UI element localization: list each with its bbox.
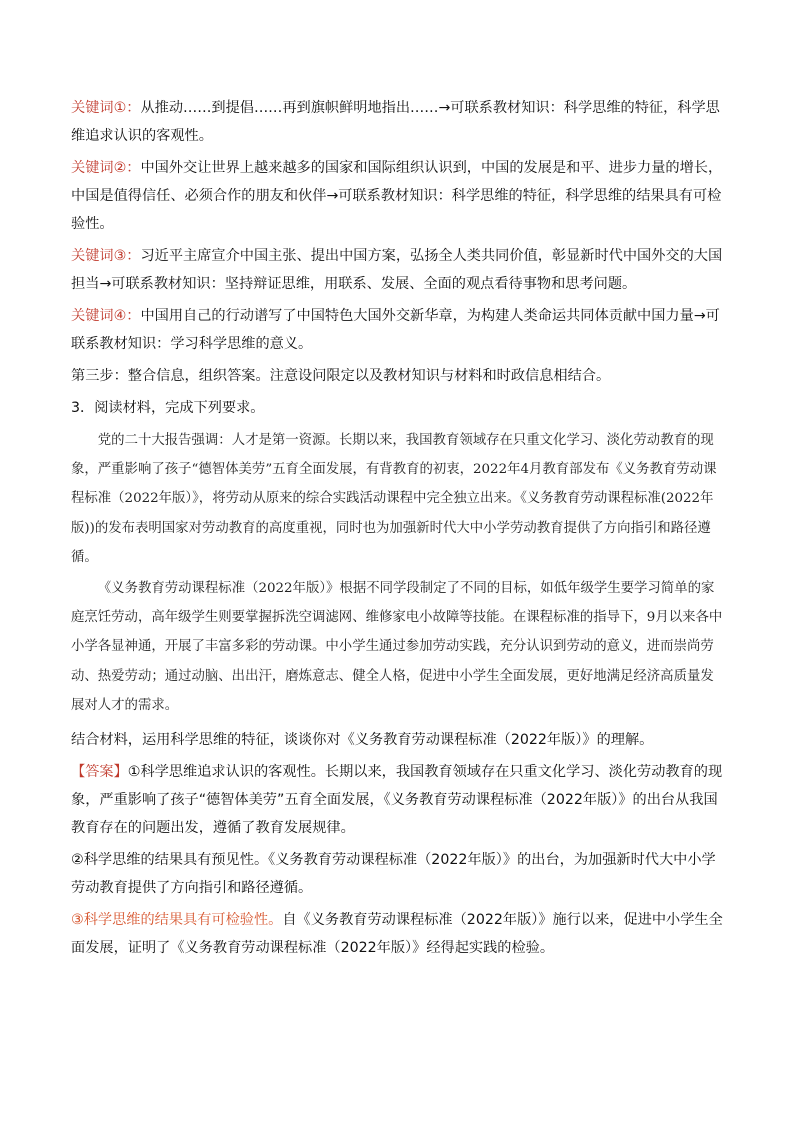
reading-material (71, 426, 723, 720)
keyword-1-label: 关键词①： (71, 100, 141, 116)
material-paragraph-1: 党的二十大报告强调：人才是第一资源。长期以来，我国教育领域存在只重文化学习、淡化劳动教育的现象，严重影响了孩子“德智体美劳”五育全面发展，有背教育的初衷，2022年4月教育部发布《义务教育劳动课程标准（2022年版）》，将劳动从原来的综合实践活动课程中完全独立出来。《义务教育劳动课程标准(2022年版))的发布表明国家对劳动教育的高度重视，同时也为加强新时代大中小学劳动教育提供了方向指引和路径遵循。 (71, 433, 717, 565)
question-prompt: 结合材料，运用科学思维的特征，谈谈你对《义务教育劳动课程标准（2022年版）》的理解。 (71, 732, 654, 749)
answer-point-3-body: 自《义务教育劳动课程标准（2022年版）》施行以来，促进中小学生全面发展，证明了《义务教育劳动课程标准（2022年版）》经得起实践的检验。 (71, 912, 723, 957)
keyword-3-text: 习近平主席宣介中国主张、提出中国方案，弘扬全人类共同价值，彰显新时代中国外交的大国担当→可联系教材知识：坚持辩证思维，用联系、发展、全面的观点看待事物和思考问题。 (71, 248, 723, 292)
step-three: 第三步：整合信息，组织答案。注意设问限定以及教材知识与材料和时政信息相结合。 (71, 368, 611, 384)
answer-point-3 (71, 906, 723, 962)
keyword-1-text: 从推动……到提倡……再到旗帜鲜明地指出……→可联系教材知识：科学思维的特征，科学思维追求认识的客观性。 (71, 100, 720, 144)
answer-point-3-head: ③科学思维的结果具有可检验性。 (71, 912, 283, 929)
keyword-2-text: 中国外交让世界上越来越多的国家和国际组织认识到，中国的发展是和平、进步力量的增长，中国是值得信任、必须合作的朋友和伙伴→可联系教材知识：科学思维的特征，科学思维的结果具有可检验性。 (71, 160, 723, 232)
keyword-1 (71, 94, 723, 150)
keyword-4-label: 关键词④： (71, 308, 141, 324)
answer-point-2: ②科学思维的结果具有预见性。《义务教育劳动课程标准（2022年版）》的出台，为加强新时代大中小学劳动教育提供了方向指引和路径遵循。 (71, 852, 716, 897)
question-number: 3．阅读材料，完成下列要求。 (71, 400, 265, 416)
keyword-2 (71, 154, 723, 238)
keyword-2-label: 关键词②： (71, 160, 141, 176)
keyword-4-text: 中国用自己的行动谱写了中国特色大国外交新华章，为构建人类命运共同体贡献中国力量→可联系教材知识：学习科学思维的意义。 (71, 308, 720, 352)
answer-point-1 (71, 758, 723, 842)
answer-point-1-text: ①科学思维追求认识的客观性。长期以来，我国教育领域存在只重文化学习、淡化劳动教育的现象，严重影响了孩子“德智体美劳”五育全面发展，《义务教育劳动课程标准（2022年版）》的出台从我国教育存在的问题出发，遵循了教育发展规律。 (71, 764, 723, 837)
material-paragraph-2: 《义务教育劳动课程标准（2022年版）》根据不同学段制定了不同的目标，如低年级学生要学习简单的家庭烹饪劳动，高年级学生则要掌握拆洗空调滤网、维修家电小故障等技能。在课程标准的指导下，9月以来各中小学各显神通，开展了丰富多彩的劳动课。中小学生通过参加劳动实践，充分认识到劳动的意义，进而崇尚劳动、热爱劳动；通过动脑、出出汗，磨炼意志、健全人格，促进中小学生全面发展，更好地满足经济高质量发展对人才的需求。 (71, 581, 723, 713)
document-page (71, 94, 723, 966)
keyword-4 (71, 302, 723, 358)
keyword-3-label: 关键词③： (71, 248, 141, 264)
keyword-3 (71, 242, 723, 298)
answer-tag: 【答案】 (71, 764, 128, 781)
